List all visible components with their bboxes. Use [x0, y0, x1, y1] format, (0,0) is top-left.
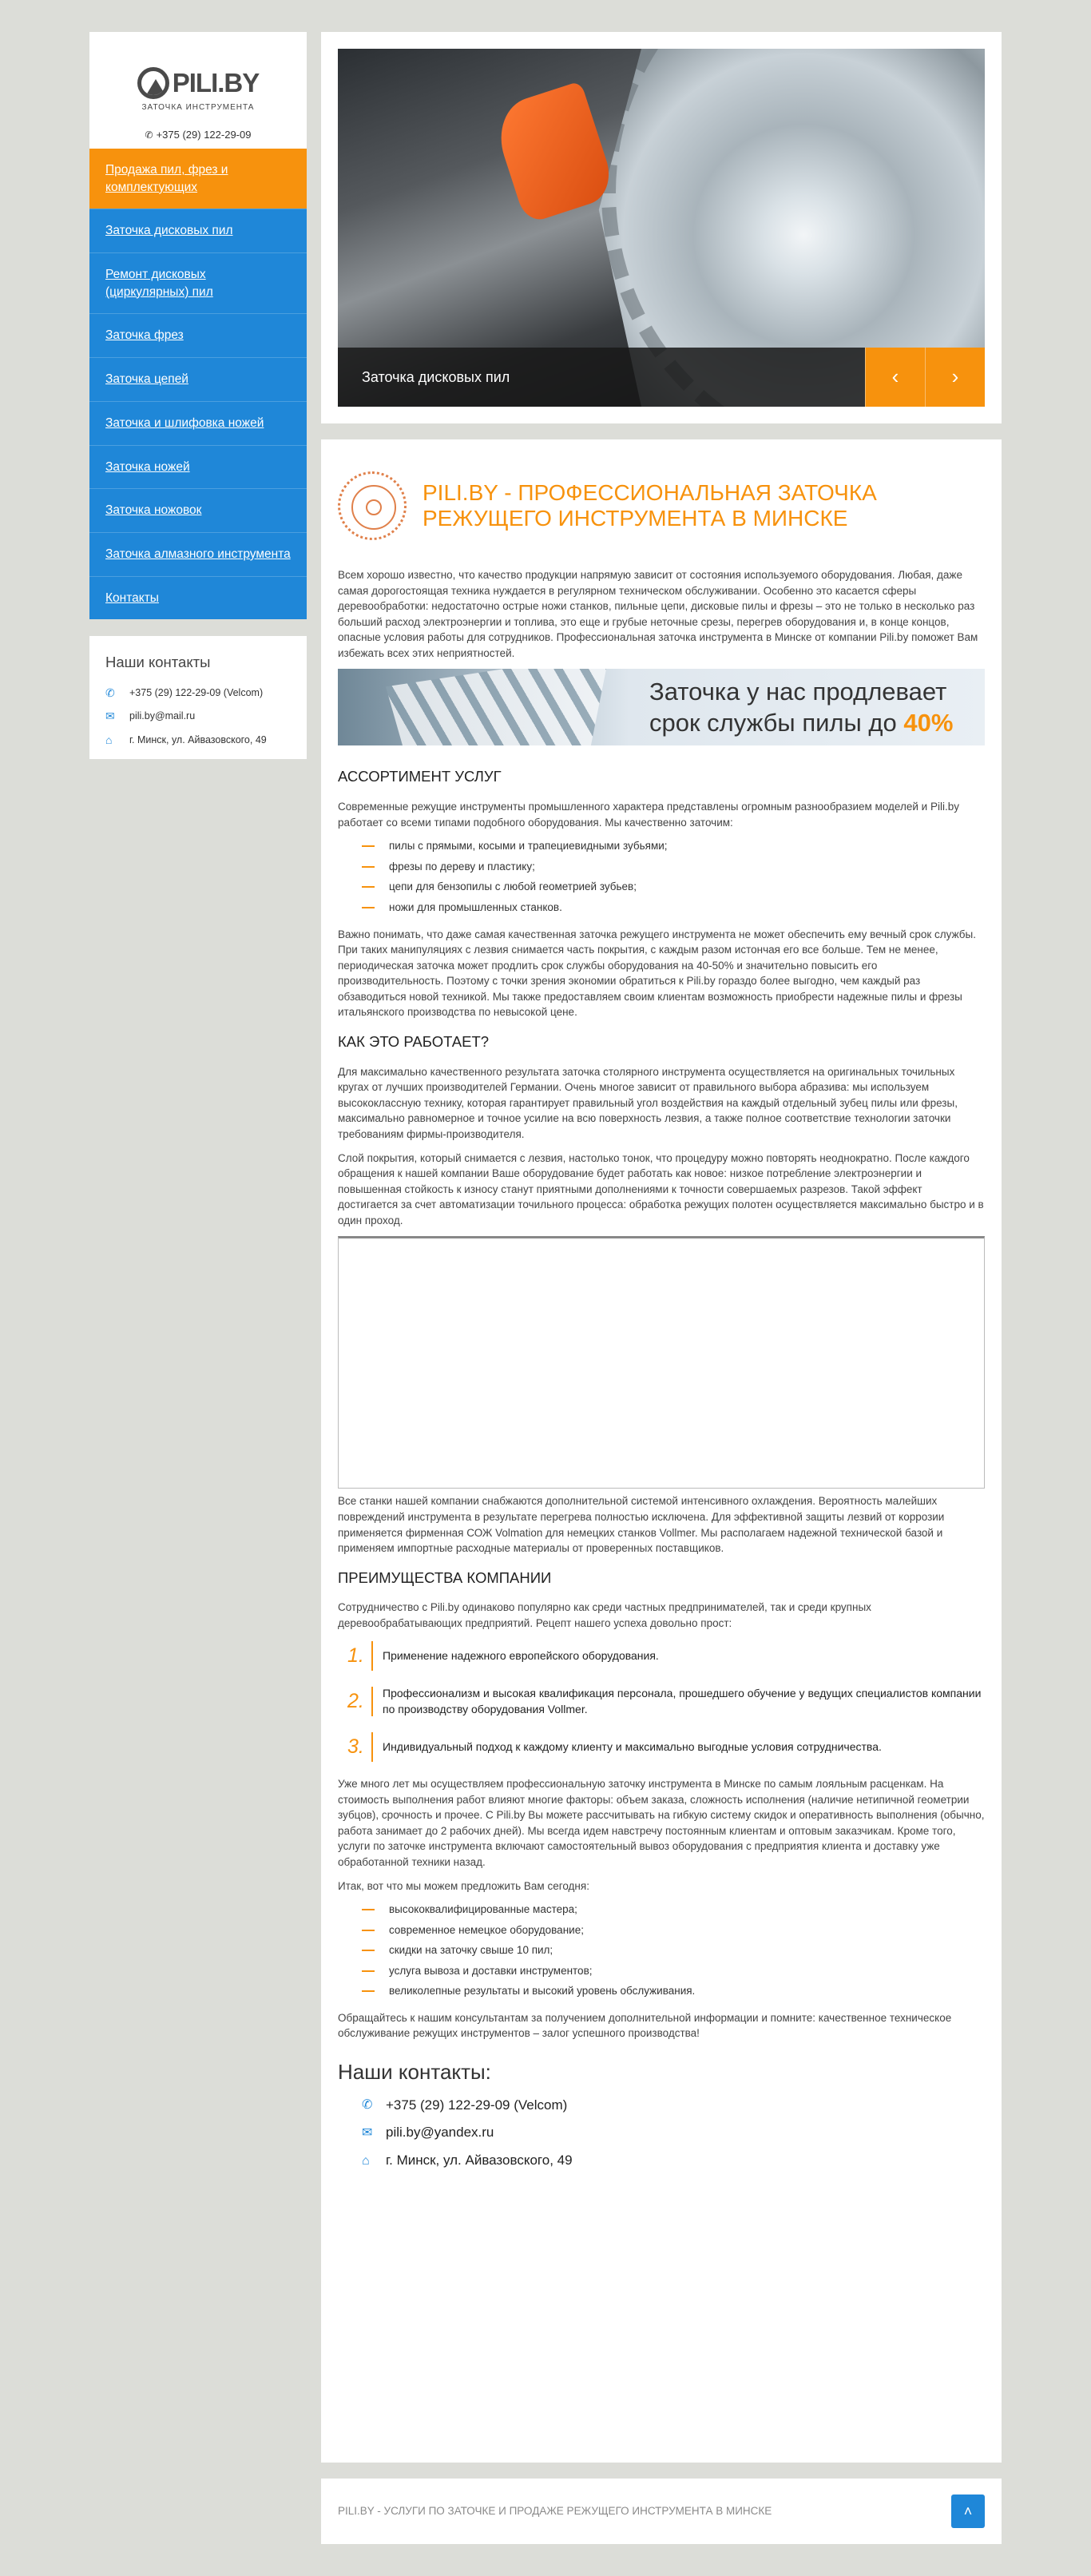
advantages-text-3: Итак, вот что мы можем предложить Вам сегодня:: [338, 1879, 589, 1892]
section-title-advantages: ПРЕИМУЩЕСТВА КОМПАНИИ: [338, 1568, 552, 1586]
how-it-works-text-3: Все станки нашей компании снабжаются дополнительной системой интенсивного охлаждения. Вероятность малейших повреждений инструмента в результате перегрева полностью исключена. Для эффективной защиты лезвий от коррозии применяется фирменная СОЖ Volmation для немецких станков Vollmer. Мы располагаем надежной технической базой и применяем импортные расходные материалы от проверенных поставщиков.: [338, 1495, 945, 1555]
list-number: 1.: [347, 1641, 373, 1672]
contact-email-text[interactable]: pili.by@yandex.ru: [386, 2125, 494, 2141]
menu-item-label[interactable]: Заточка ножей: [105, 459, 190, 474]
sidebar-contacts-title: Наши контакты: [105, 654, 211, 671]
home-icon: ⌂: [105, 733, 113, 746]
brand-phone: [89, 128, 307, 143]
slide-image: [338, 49, 985, 407]
services-text: Современные режущие инструменты промышленного характера представлены огромным разнообразием моделей и Pili.by работает со всеми типами подобного оборудования. Мы качественно заточим:: [338, 801, 959, 829]
chevron-right-icon: ›: [951, 364, 959, 389]
how-it-works-text-1: Для максимально качественного результата заточка столярного инструмента осуществляется на оригинальных точильных кругах от лучших производителей Германии. Очень многое зависит от правильного выбора абразива: мы используем высококлассную технику, которая гарантирует правильный угол воздействия на каждый отдельный зубец пилы или фрезы, максимально равномерное и точное усилие на всю поверхность лезвия, а также полное соответствие технологии заточки требованиям фирмы-производителя.: [338, 1065, 958, 1140]
menu-item-label[interactable]: Заточка цепей: [105, 372, 188, 387]
list-item: великолепные результаты и высокий уровень обслуживания.: [362, 1983, 985, 1999]
services-list: [362, 838, 985, 915]
phone-icon: ✆: [105, 686, 115, 700]
saw-teeth-graphic: [386, 669, 609, 745]
contact-address: [362, 2151, 985, 2171]
contacts-title: Наши контакты:: [338, 2060, 491, 2085]
menu-item-label[interactable]: Контакты: [105, 590, 159, 605]
menu-item-sale[interactable]: [89, 149, 307, 209]
advantages-text-2: Уже много лет мы осуществляем профессиональную заточку инструмента в Минске по самым лояльным расценкам. На стоимость выполнения работ влияют многие факторы: объем заказа, сложность исполнения (наличие нетипичной геометрии зубцов), срочность и прочее. С Pili.by Вы можете рассчитывать на гибкую систему скидок и оперативность выполнения (обычно, работа занимает до 2 рабочих дней). Мы всегда идем навстречу постоянным клиентам и оптовым заказчикам. Кроме того, услуги по заточке инструмента включают самостоятельный вывоз оборудования с предприятия клиента и доставку уже обработанной техники назад.: [338, 1778, 985, 1868]
sidebar: [89, 32, 307, 759]
list-item: [347, 1685, 985, 1718]
list-text: Применение надежного европейского оборудования.: [383, 1649, 659, 1663]
closing-text: Обращайтесь к нашим консультантам за получением дополнительной информации и помните: качественное техническое обслуживание режущих инструментов – залог успешного производства!: [338, 2011, 952, 2040]
menu-item-diamond-tools[interactable]: [89, 532, 307, 576]
hero-slider: [321, 32, 1002, 423]
slide-caption: Заточка дисковых пил: [362, 368, 510, 385]
services-text-2: Важно понимать, что даже самая качественная заточка режущего инструмента не может обеспечить ему вечный срок службы. При таких манипуляциях с лезвия снимается часть покрытия, с каждым разом истончая его все больше. Тем не менее, периодическая заточка может продлить срок службы оборудования на 40-50% и значительно повысить его производительность. Поэтому с точки зрения экономии обратиться к Pili.by гораздо более выгодно, чем каждый раз обзаводиться новой техникой. Мы также предоставляем своим клиентам возможность приобрести надежные пилы и фрезы итальянского производства по невысокой цене.: [338, 928, 976, 1019]
menu-item-cutters[interactable]: [89, 313, 307, 357]
saw-blade-icon: [338, 471, 407, 540]
menu-item-knife-grinding[interactable]: [89, 401, 307, 445]
phone-icon: ✆: [362, 2098, 373, 2113]
sidebar-contacts: [89, 636, 307, 759]
menu-item-label[interactable]: Ремонт дисковых (циркулярных) пил: [105, 268, 213, 299]
list-item: пилы с прямыми, косыми и трапециевидными зубьями;: [362, 838, 985, 854]
contacts-list: [362, 2096, 985, 2171]
menu-item-label[interactable]: Заточка ножовок: [105, 503, 202, 518]
menu-item-label[interactable]: Заточка фрез: [105, 328, 184, 343]
logo[interactable]: [89, 64, 307, 102]
chevron-up-icon: ˄: [963, 2502, 973, 2519]
menu-item-label[interactable]: Заточка и шлифовка ножей: [105, 415, 264, 430]
intro-text: Всем хорошо известно, что качество продукции напрямую зависит от состояния используемого оборудования. Любая, даже самая дорогостоящая техника нуждается в регулярном техническом обслуживании. Особенно это касается сферы деревообработки: недостаточно острые ножи станков, пильные цепи, дисковые пилы и фрезы – это не только в несколько раз больший расход электроэнергии и топлива, это еще и грубые неточные срезы, перегрев оборудования и, в конце концов, опасные условия работы для сотрудников. Профессиональная заточка инструмента в Минске от компании Pili.by поможет Вам избежать всех этих неприятностей.: [338, 569, 978, 659]
home-icon: ⌂: [362, 2153, 370, 2168]
brand-box: [89, 32, 307, 149]
slider-prev-button[interactable]: [865, 348, 925, 407]
chevron-left-icon: ‹: [891, 364, 899, 389]
menu-item-contacts[interactable]: [89, 576, 307, 620]
menu-item-saw-repair[interactable]: [89, 252, 307, 313]
advantages-text-1: Сотрудничество с Pili.by одинаково популярно как среди частных предпринимателей, так и среди крупных деревообрабатывающих предприятий. Рецепт нашего успеха довольно прост:: [338, 1601, 871, 1629]
menu-item-label[interactable]: Заточка дисковых пил: [105, 224, 233, 238]
footer: [321, 2479, 1002, 2544]
sidebar-contact-email: [105, 708, 291, 724]
section-title-how-it-works: КАК ЭТО РАБОТАЕТ?: [338, 1032, 490, 1050]
logo-mark-icon: [137, 67, 169, 99]
envelope-icon: ✉: [105, 710, 115, 723]
list-number: 2.: [347, 1687, 373, 1717]
sidebar-contact-address: [105, 732, 291, 748]
sidebar-contact-phone: [105, 685, 291, 701]
offer-list: [362, 1902, 985, 1999]
logo-tagline: ЗАТОЧКА ИНСТРУМЕНТА: [141, 102, 255, 112]
list-item: скидки на заточку свыше 10 пил;: [362, 1942, 985, 1958]
sidebar-contact-phone-text[interactable]: +375 (29) 122-29-09 (Velcom): [129, 687, 264, 699]
banner-highlight: 40%: [903, 709, 954, 737]
logo-text: PILI.BY: [172, 68, 260, 97]
main-menu: [89, 149, 307, 619]
main-content: [321, 439, 1002, 2463]
list-text: Индивидуальный подход к каждому клиенту и максимально выгодные условия сотрудничества.: [383, 1740, 882, 1754]
section-title-services: АССОРТИМЕНТ УСЛУГ: [338, 768, 502, 785]
list-item: [347, 1732, 985, 1763]
list-item: [347, 1641, 985, 1672]
list-item: цепи для бензопилы с любой геометрией зубьев;: [362, 879, 985, 895]
menu-item-chains[interactable]: [89, 357, 307, 401]
scroll-top-button[interactable]: [951, 2495, 985, 2528]
contact-phone-text[interactable]: +375 (29) 122-29-09 (Velcom): [386, 2097, 568, 2113]
menu-item-label[interactable]: Заточка алмазного инструмента: [105, 547, 291, 561]
footer-text: PILI.BY - УСЛУГИ ПО ЗАТОЧКЕ И ПРОДАЖЕ РЕЖУЩЕГО ИНСТРУМЕНТА В МИНСКЕ: [338, 2505, 772, 2518]
slide-caption-bar: [338, 348, 985, 407]
sidebar-contact-email-text[interactable]: pili.by@mail.ru: [129, 710, 196, 722]
list-item: фрезы по дереву и пластику;: [362, 859, 985, 875]
slider-next-button[interactable]: [925, 348, 985, 407]
how-it-works-text-2: Слой покрытия, который снимается с лезвия, настолько тонок, что процедуру можно повторять неоднократно. После каждого обращения к нашей компании Ваше оборудование будет работать как новое: низкое потребление электроэнергии и повышенная стойкость к износу станут приятными дополнениями к точности совершаемых разрезов. Такой эффект достигается за счет автоматизации точильного процесса: обработка режущих полотен осуществляется максимально быстро и в один проход.: [338, 1151, 984, 1226]
banner-line1: Заточка у нас продлевает: [649, 678, 947, 706]
phone-icon: ✆: [145, 129, 153, 141]
banner-line2: срок службы пилы до: [649, 709, 897, 737]
menu-item-circular-saws[interactable]: [89, 209, 307, 252]
list-text: Профессионализм и высокая квалификация персонала, прошедшего обучение у ведущих специалистов компании по производству оборудования Vollmer.: [383, 1687, 982, 1716]
menu-item-label[interactable]: Продажа пил, фрез и комплектующих: [105, 163, 228, 194]
list-number: 3.: [347, 1732, 373, 1763]
advantages-list: [347, 1641, 985, 1763]
banner-text: [649, 677, 953, 739]
menu-item-hacksaws[interactable]: [89, 488, 307, 532]
contact-address-text: г. Минск, ул. Айвазовского, 49: [386, 2153, 573, 2168]
page-title: PILI.BY - ПРОФЕССИОНАЛЬНАЯ ЗАТОЧКА РЕЖУЩЕГО ИНСТРУМЕНТА В МИНСКЕ: [423, 479, 877, 531]
contact-phone: [362, 2096, 985, 2116]
page-heading: [338, 471, 985, 540]
list-item: высококвалифицированные мастера;: [362, 1902, 985, 1918]
envelope-icon: ✉: [362, 2126, 373, 2141]
menu-item-knives[interactable]: [89, 445, 307, 489]
list-item: современное немецкое оборудование;: [362, 1922, 985, 1938]
video-embed[interactable]: [338, 1236, 985, 1489]
list-item: услуга вывоза и доставки инструментов;: [362, 1963, 985, 1979]
sidebar-contact-address-text: г. Минск, ул. Айвазовского, 49: [129, 733, 267, 745]
promo-banner: [338, 669, 985, 745]
contact-email: [362, 2123, 985, 2143]
brand-phone-text: +375 (29) 122-29-09: [156, 129, 252, 141]
banner-line2-row: [649, 708, 953, 739]
list-item: ножи для промышленных станков.: [362, 900, 985, 916]
